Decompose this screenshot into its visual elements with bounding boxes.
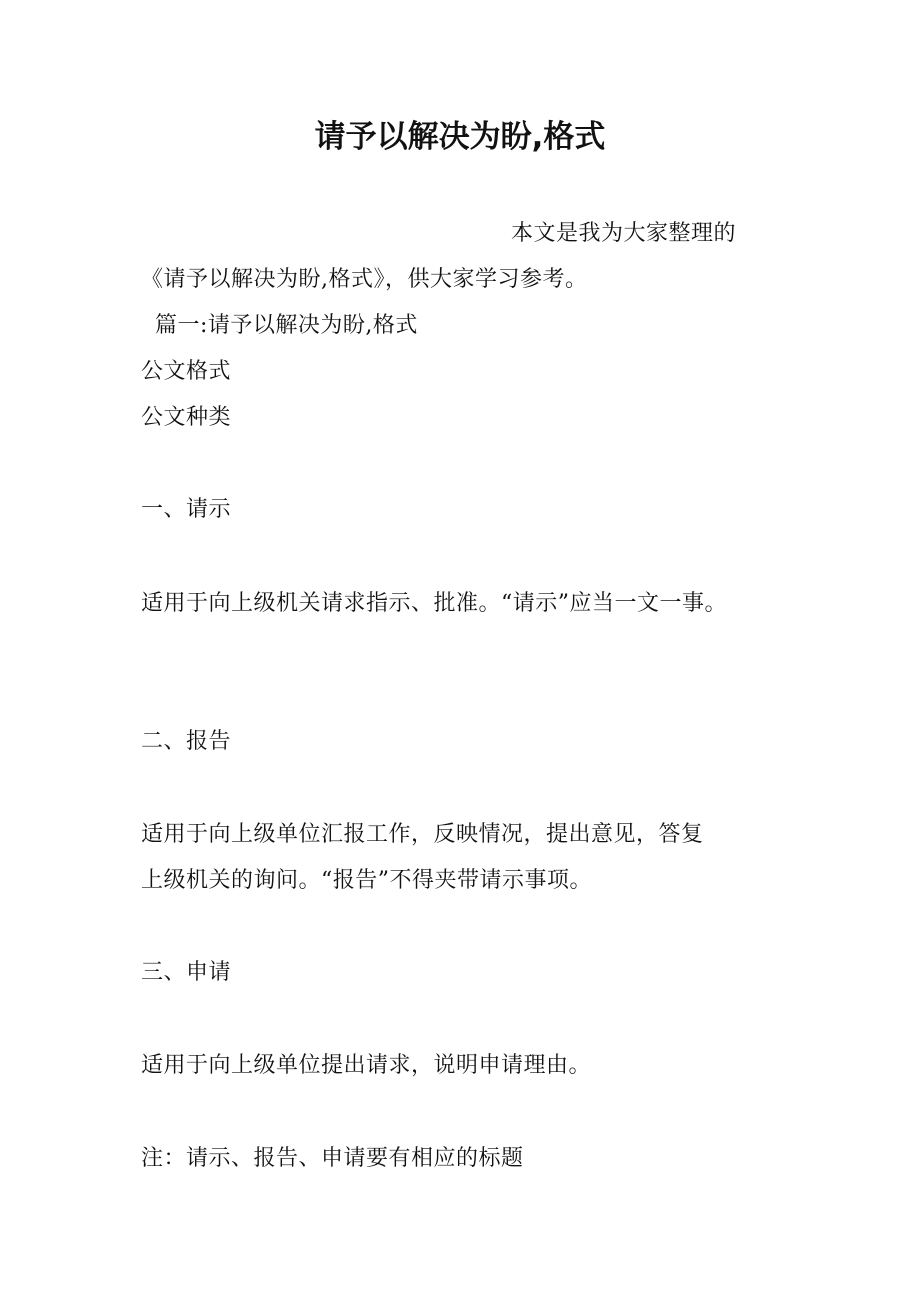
heading-format: 公文格式 [141,359,232,384]
section-2-heading: 二、报告 [141,729,232,754]
heading-types: 公文种类 [141,405,232,430]
section-1-text: 适用于向上级机关请求指示、批准。“请示”应当一文一事。 [141,591,727,616]
section-3-text: 适用于向上级单位提出请求，说明申请理由。 [141,1053,592,1078]
section-2-text-line-2: 上级机关的询问。“报告”不得夹带请示事项。 [141,868,592,893]
part-heading: 篇一:请予以解决为盼,格式 [155,313,418,338]
section-2-text-line-1: 适用于向上级单位汇报工作，反映情况，提出意见，答复 [141,822,704,847]
intro-line-2: 《请予以解决为盼,格式》，供大家学习参考。 [141,267,588,292]
section-1-heading: 一、请示 [141,497,232,522]
document-title: 请予以解决为盼,格式 [314,119,606,155]
section-3-heading: 三、申请 [141,960,232,985]
intro-line-1: 本文是我为大家整理的 [511,221,737,246]
note-text: 注：请示、报告、申请要有相应的标题 [141,1146,524,1171]
